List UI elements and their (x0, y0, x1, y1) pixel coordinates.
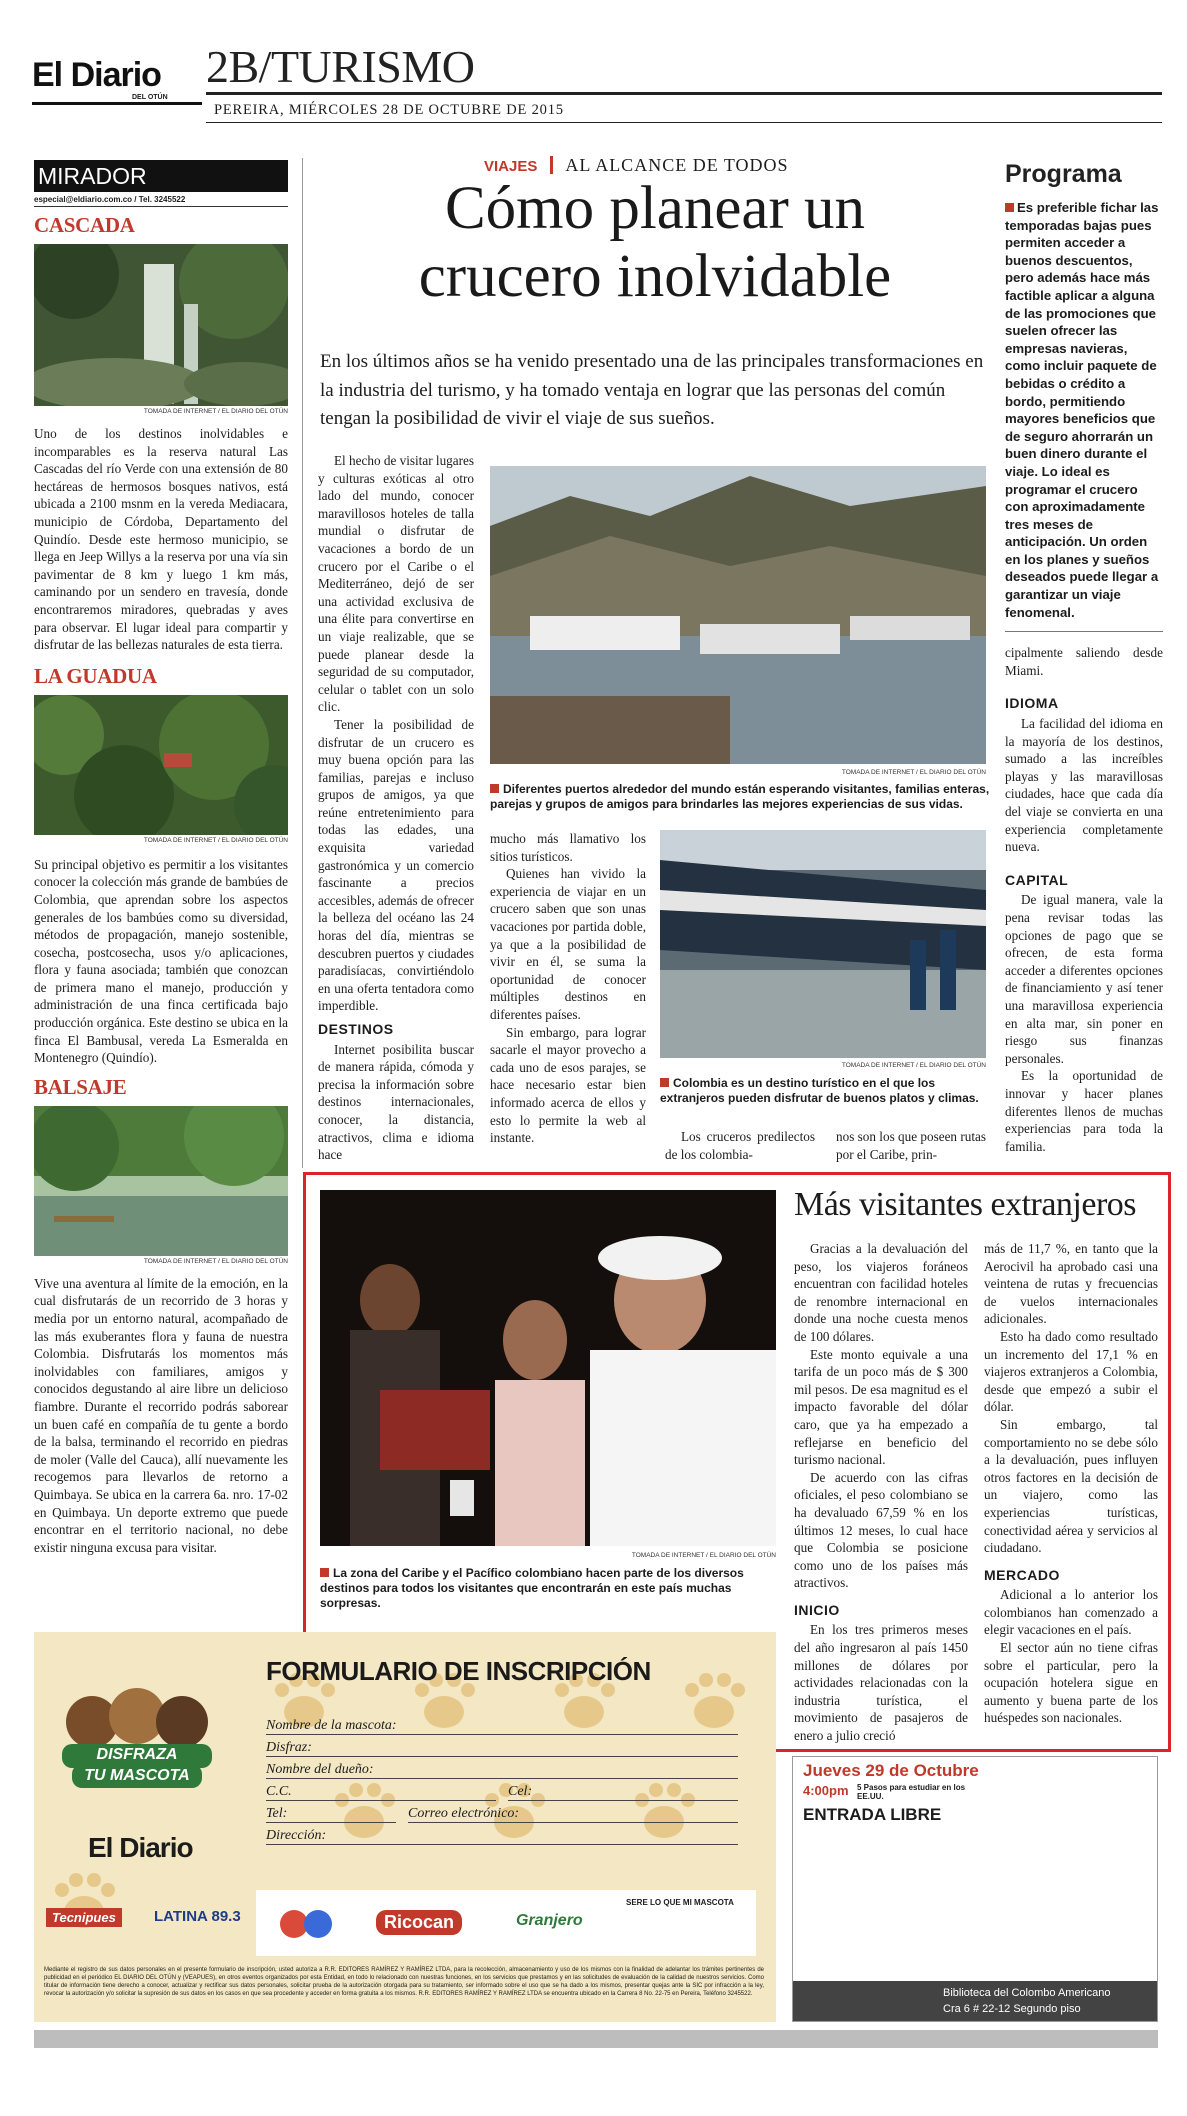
destinos-heading: DESTINOS (318, 1021, 394, 1037)
visitantes-paragraph: El sector aún no tiene cifras sobre el particular, pero la ocupación hotelera sigue en aumento y buena parte de los huéspedes son nacionales. (984, 1640, 1158, 1726)
costume-field[interactable] (266, 1740, 738, 1757)
programa-paragraph: De igual manera, vale la pena revisar todas las opciones de pago que se ofrecen, de esta forma acceder a diferentes opciones de financiamiento y así tener una maravillosa experiencia en alta mar, sin poner en riesgo sus finanzas personales. (1005, 892, 1163, 1066)
waterfall-image (34, 244, 288, 406)
paper-logo (32, 56, 161, 95)
cartoon-pets-icon (276, 1898, 336, 1948)
article-paragraph: Los cruceros predilectos de los colombia- (665, 1129, 815, 1162)
programa-title: Programa (1005, 160, 1122, 188)
article-lead: En los últimos años se ha venido presentado una de las principales transformaciones en la industria del turismo, y ha tomado ventaja en lograr que las personas del común tengan la posibilidad de vivir el viaje de sus sueños. (320, 351, 984, 429)
article-column-1 (318, 452, 474, 1164)
phone-label: Tel: (266, 1806, 288, 1821)
article-title-line1: Cómo planear un (444, 175, 866, 242)
event-date: Jueves 29 de Octubre (803, 1761, 979, 1780)
visitantes-paragraph: Este monto equivale a una tarifa de un poco más de $ 300 mil pesos. De esa magnitud es el impacto favorable del dólar caro, que ya ha empezado a reflejarse en beneficio del turismo nacional. (794, 1346, 968, 1468)
email-field[interactable] (408, 1806, 738, 1823)
visitantes-paragraph: Sin embargo, tal comportamiento no se debe sólo a la devaluación, pues influyen otros factores en la decisión de un viajero, como las experiencias turísticas, conectividad aérea y servicios al ciudadano. (984, 1416, 1158, 1556)
logo-underline (32, 102, 202, 105)
mirador-item-title: CASCADA (34, 213, 135, 237)
caption-marker (320, 1568, 329, 1577)
cell-label: Cel: (508, 1784, 533, 1799)
mirador-item-title: LA GUADUA (34, 663, 157, 688)
photo-credit: TOMADA DE INTERNET / EL DIARIO DEL OTÚN (631, 1552, 776, 1559)
mirador-contact: especial@eldiario.com.co / Tel. 3245522 (34, 195, 288, 207)
mirador-column (34, 160, 288, 1556)
registration-form-ad (34, 1632, 776, 2022)
balsaje-photo (34, 1106, 288, 1256)
form-title: FORMULARIO DE INSCRIPCIÓN (266, 1656, 651, 1686)
balsaje-text: Vive una aventura al límite de la emoción, en la cual disfrutarás de un recorrido de 3 horas y media por un entorno natural, acompañado de las más exuberantes flora y fauna de nuestra Colombia. Disfrutarás los momentos más inolvidables con familiares, amigos y conocidos degustando al aire libre un delicioso fiambre. Durante el recorrido podrás saborear un buen café en compañía de tu gente a bordo de la balsa, terminando el recorrido en piedras de moler (Valle del Cauca), allí nuevamente les recogemos para llevarlos de retorno a Quimbaya. Se ubica en la carrera 6a. nro. 17-02 en Quimbaya. Un deporte extremo que puede encontrar en el territorio nacional, no debe existir ninguna excusa para visitar. (34, 1275, 288, 1555)
caribe-music-photo (320, 1190, 776, 1546)
event-subtitle: 5 Pasos para estudiar en los EE.UU. (857, 1783, 966, 1801)
mirador-title: MIRADOR (38, 163, 147, 189)
programa-sidebar (1005, 160, 1163, 1155)
ship-dock-photo (660, 830, 986, 1058)
costume-label: Disfraz: (266, 1740, 312, 1755)
mercado-heading: MERCADO (984, 1566, 1060, 1583)
article-paragraph: nos son los que poseen rutas por el Caribe, prin- (836, 1129, 986, 1162)
event-entry: ENTRADA LIBRE (803, 1805, 942, 1824)
address-field[interactable] (266, 1828, 738, 1845)
email-label: Correo electrónico: (408, 1806, 520, 1821)
photo-caption-text: Colombia es un destino turístico en el que los extranjeros pueden disfrutar de buenos platos y climas. (660, 1076, 979, 1105)
address-label: Dirección: (266, 1828, 327, 1843)
sponsor-logo: SERE LO QUE MI MASCOTA (626, 1898, 734, 1907)
masthead-rule (206, 92, 1162, 95)
form-fine-print: Mediante el registro de sus datos personales en el presente formulario de inscripción, usted autoriza a R.R. EDITORES RAMÍREZ Y RAMÍREZ LTDA, para la recolección, almacenamiento y uso de los mismos con la finalidad de adelantar los trámites pertinentes de publicidad en el periódico EL DIARIO DEL OTÚN y (VEAPUES), en otros eventos organizados por esta Entidad, en todo lo relacionado con nuestras funciones, en los servicios que prestamos y en las solicitudes de evaluación de la calidad de nuestros servicios. Como titular de información tiene derecho a conocer, actualizar y rectificar sus datos personales, solicitar prueba de la autorización otorgada para su tratamiento, ser informado sobre el uso que se ha dado a los mismos, presentar quejas ante la SIC por infracción a la ley, revocar la autorización y/o solicitar la supresión de sus datos en los casos en que sea procedente y acceder en forma gratuita a los mismos. R.R. EDITORES RAMÍREZ Y RAMÍREZ LTDA se encuentra ubicado en la Carrera 8 No. 22-75 en Pereira, Teléfono 3245522. (44, 1967, 764, 1997)
visitantes-title: Más visitantes extranjeros (794, 1186, 1137, 1223)
mirador-header (34, 160, 288, 192)
id-label: C.C. (266, 1784, 292, 1799)
ship-dock-image (660, 830, 986, 1058)
guadua-text: Su principal objetivo es permitir a los visitantes conocer la colección más grande de bambúes de Colombia, que aprendan sobre los aspectos generales de los bambúes como su diversidad, métodos de propagación, manejo sostenible, cosecha, postcosecha, usos y/o aplicaciones, flora y fauna asociada; también que conozcan de primera mano el manejo, producción y administración de una finca certificada bajo producción orgánica. Este destino se ubica en la finca El Bambusal, vereda La Esmeralda en Montenegro (Quindío). (34, 856, 288, 1066)
badge-line1: DISFRAZA (96, 1746, 178, 1763)
photo-credit: TOMADA DE INTERNET / EL DIARIO DEL OTÚN (841, 1062, 986, 1069)
sponsor-logo: Granjero (516, 1912, 583, 1929)
guadua-photo (34, 695, 288, 835)
mirador-item-text (34, 425, 288, 654)
capital-heading: CAPITAL (1005, 871, 1069, 888)
cell-field[interactable] (508, 1784, 738, 1801)
visitantes-column-2 (984, 1240, 1158, 1727)
section-title: 2B/TURISMO (206, 41, 475, 92)
event-badge (52, 1672, 222, 1792)
cruise-port-image (490, 466, 986, 764)
photo-caption (320, 1566, 780, 1611)
article-title-line2: crucero inolvidable (418, 243, 892, 310)
photo-credit: TOMADA DE INTERNET / EL DIARIO DEL OTÚN (143, 1257, 288, 1265)
programa-marker (1005, 203, 1014, 212)
caption-marker (490, 784, 499, 793)
inicio-heading: INICIO (794, 1601, 840, 1618)
programa-paragraph: cipalmente saliendo desde Miami. (1005, 645, 1163, 678)
photo-caption (660, 1076, 988, 1106)
programa-paragraph: Es la oportunidad de innovar y hacer planes diferentes llenos de muchas experiencias para toda la familia. (1005, 1068, 1163, 1154)
cascada-photo (34, 244, 288, 406)
article-title (315, 175, 995, 311)
kicker-subtitle: AL ALCANCE DE TODOS (565, 155, 789, 175)
cruise-port-photo (490, 466, 986, 764)
photo-caption-text: La zona del Caribe y el Pacífico colombiano hacen parte de los diversos destinos para todos los visitantes que encontrarán en este país muchas sorpresas. (320, 1566, 744, 1610)
forest-image (34, 695, 288, 835)
dateline: PEREIRA, MIÉRCOLES 28 DE OCTUBRE DE 2015 (214, 102, 564, 118)
owner-name-label: Nombre del dueño: (266, 1762, 374, 1777)
kicker-tag: VIAJES (484, 158, 538, 175)
form-paper-logo: El Diario (88, 1832, 193, 1863)
event-time: 4:00pm (803, 1783, 849, 1798)
river-image (34, 1106, 288, 1256)
programa-box (1005, 199, 1163, 621)
visitantes-paragraph: Adicional a lo anterior los colombianos han comenzado a elegir vacaciones en el país. (984, 1587, 1158, 1638)
photo-credit: TOMADA DE INTERNET / EL DIARIO DEL OTÚN (841, 769, 986, 776)
article-column-4 (836, 1128, 986, 1163)
event-venue-line1: Biblioteca del Colombo Americano (943, 1987, 1111, 1999)
pet-name-label: Nombre de la mascota: (266, 1718, 397, 1733)
caribe-music-image (320, 1190, 776, 1546)
article-kicker (484, 155, 789, 176)
article-paragraph: Internet posibilita buscar de manera rápida, cómoda y precisa la información sobre destinos internacionales, conocer, la distancia, atractivos, clima e idioma hace (318, 1041, 474, 1163)
sponsor-logo: LATINA 89.3 (154, 1908, 241, 1925)
programa-body (1005, 644, 1163, 1155)
phone-field[interactable] (266, 1806, 396, 1823)
programa-box-rule (1005, 631, 1163, 632)
id-field[interactable] (266, 1784, 496, 1801)
photo-caption (490, 782, 990, 812)
badge-line2: TU MASCOTA (84, 1767, 190, 1784)
programa-box-text: Es preferible fichar las temporadas bajas pues permiten acceder a buenos descuentos, pero además hace más factible aplicar a alguna de las promociones que suelen ofrecer las empresas navieras, como incluir paquete de bebidas o crédito a bordo, permitiendo mayores beneficios que de seguro ahorrarán un buen dinero durante el viaje. Lo ideal es programar el crucero con aproximadamente tres meses de anticipación. Un orden en los planes y sueños deseados puede llegar a garantizar un viaje fenomenal. (1005, 200, 1159, 620)
article-paragraph: mucho más llamativo los sitios turísticos. (490, 831, 646, 864)
idioma-heading: IDIOMA (1005, 695, 1059, 712)
caption-marker (660, 1078, 669, 1087)
sponsor-logo (276, 1898, 336, 1948)
mirador-item-text (34, 856, 288, 1067)
event-ad (792, 1756, 1158, 2022)
visitantes-paragraph: Esto ha dado como resultado un incremento del 17,1 % en viajeros extranjeros a Colombia, desde que empezó a subir el dólar. (984, 1328, 1158, 1415)
kicker-divider (550, 156, 553, 174)
visitantes-paragraph: En los tres primeros meses del año ingresaron al país 1450 millones de dólares por actividades relacionadas con la industria turística, el movimiento de pasajeros de enero a julio creció (794, 1622, 968, 1744)
visitantes-paragraph: más de 11,7 %, en tanto que la Aerocivil ha aprobado casi una veintena de rutas y frecuencias de vuelos internacionales adicionales. (984, 1241, 1158, 1327)
article-paragraph: El hecho de visitar lugares y culturas exóticas al otro lado del mundo, conocer maravillosos hoteles de talla mundial o disfrutar de vacaciones a bordo de un crucero por el Caribe o el Mediterráneo, dejó de ser una actividad exclusiva de una élite para convertirse en un viaje realizable, que se puede planear desde la seguridad de su computador, celular o tablet con un solo clic. (318, 453, 474, 715)
masthead-rule-bottom (206, 122, 1162, 123)
article-paragraph: Quienes han vivido la experiencia de viajar en un crucero saben que son unas vacaciones por partida doble, ya que a la posibilidad de vivir en él, se suma la oportunidad de conocer múltiples destinos en diferentes países. (490, 866, 646, 1022)
article-paragraph: Tener la posibilidad de disfrutar de un crucero es muy buena opción para las familias, parejas e incluso grupos de amigos, ya que reúne entretenimiento para todas las edades, una exquisita variedad gastronómica y un comercio fascinante a precios accesibles, además de ofrecer la belleza del océano las 24 horas del día, mientras se descubren puertos y ciudades paradisíacas, convirtiéndolo en una oferta tentadora como imperdible. (318, 716, 474, 1014)
mirador-item-title: BALSAJE (34, 1074, 127, 1099)
owner-name-field[interactable] (266, 1762, 738, 1779)
page-bottom-bar (34, 2030, 1158, 2048)
article-column-3 (665, 1128, 815, 1163)
column-rule (302, 158, 303, 1168)
programa-paragraph: La facilidad del idioma en la mayoría de los destinos, sumado a las increíbles playas y las maravillosas ciudades, hace que cada día del viaje se convierta en una experiencia completamente nueva. (1005, 716, 1163, 855)
visitantes-column-1 (794, 1240, 968, 1745)
mirador-item-text (34, 1275, 288, 1557)
visitantes-paragraph: De acuerdo con las cifras oficiales, el peso colombiano se ha devaluado 67,59 % en los últimos 12 meses, lo cual hace que Colombia se posicione como uno de los países más atractivos. (794, 1469, 968, 1591)
paper-logo-sub: DEL OTÚN (132, 94, 168, 101)
masthead (22, 40, 1162, 124)
pet-name-field[interactable] (266, 1718, 738, 1735)
paper-logo-text: El Diario (32, 56, 161, 94)
visitantes-paragraph: Gracias a la devaluación del peso, los viajeros foráneos encuentran con facilidad hoteles de renombre internacional en donde una noche cuesta menos de 100 dólares. (794, 1241, 968, 1344)
sponsor-logo: Ricocan (376, 1910, 462, 1935)
event-venue-line2: Cra 6 # 22-12 Segundo piso (943, 2003, 1081, 2015)
photo-caption-text: Diferentes puertos alrededor del mundo están esperando visitantes, familias enteras, parejas y grupos de amigos para brindarles las mejores experiencias de sus vidas. (490, 782, 990, 811)
photo-credit: TOMADA DE INTERNET / EL DIARIO DEL OTÚN (143, 408, 288, 415)
photo-credit: TOMADA DE INTERNET / EL DIARIO DEL OTÚN (143, 836, 288, 844)
cascada-text: Uno de los destinos inolvidables e incomparables es la reserva natural Las Cascadas del río Verde con una extensión de 80 hectáreas de hermosos bosques nativos, está ubicada a 2100 msnm en la vereda Mediacara, municipio de Córdoba, Departamento del Quindío. Desde este hermoso municipio, se llega en Jeep Willys a la reserva por una vía sin pavimentar de 8 km y luego 1 km más, caminando por un sendero en travesía, donde encontraremos miradores, quebradas y aves para observar. El lugar ideal para compartir y disfrutar de las bellezas naturales de esta tierra. (34, 426, 288, 653)
sponsor-logo: Tecnipues (46, 1908, 122, 1927)
article-paragraph: Sin embargo, para lograr sacarle el mayor provecho a cada uno de esos parajes, se hace necesario estar bien informado acerca de ellos y esto lo permite la web al instante. (490, 1024, 646, 1146)
sponsor-logos (46, 1890, 766, 1960)
article-column-2 (490, 830, 646, 1147)
